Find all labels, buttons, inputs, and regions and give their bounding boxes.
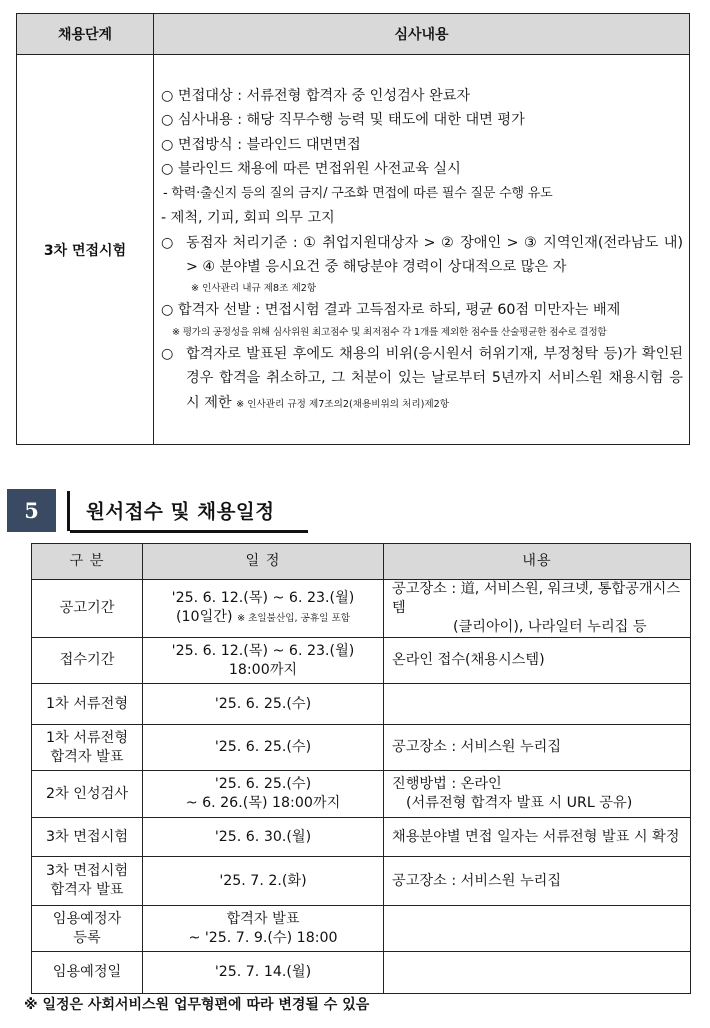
header-category: 구 분	[32, 544, 143, 580]
screening-table	[16, 13, 690, 445]
table-row: 3차 면접시험 합격자 발표 '25. 7. 2.(화) 공고장소 : 서비스원 누리집	[32, 857, 691, 906]
table-row: 1차 서류전형 '25. 6. 25.(수)	[32, 684, 691, 725]
section-number: 5	[7, 489, 56, 532]
section-underline	[70, 530, 308, 533]
section-title: 원서접수 및 채용일정	[86, 500, 275, 523]
item-interview-target: ○ 면접대상 : 서류전형 합격자 중 인성검사 완료자	[161, 88, 471, 105]
item-pass-selection: ○ 합격자 선발 : 면접시험 결과 고득점자로 하되, 평균 60점 미만자는 배제	[161, 302, 621, 319]
header-details: 내용	[384, 544, 691, 580]
note-misconduct-rule: ※ 인사관리 규정 제7조의2(채용비위의 처리)제2항	[236, 398, 450, 410]
note-hr-rule: ※ 인사관리 내규 제8조 제2항	[191, 283, 317, 295]
table-row: 1차 서류전형 합격자 발표 '25. 6. 25.(수) 공고장소 : 서비스원 누리집	[32, 725, 691, 771]
table-row: 임용예정일 '25. 7. 14.(월)	[32, 952, 691, 994]
stage-cell: 3차 면접시험	[17, 55, 154, 445]
table-row: 임용예정자 등록 합격자 발표 ~ '25. 7. 9.(수) 18:00	[32, 906, 691, 952]
content-cell	[154, 55, 690, 445]
header-stage: 채용단계	[17, 14, 154, 55]
item-blind-training: ○ 블라인드 채용에 따른 면접위원 사전교육 실시	[161, 161, 461, 178]
header-content: 심사내용	[154, 14, 690, 55]
item-sub-recusal: - 제척, 기피, 회피 의무 고지	[161, 210, 335, 227]
header-schedule: 일 정	[143, 544, 384, 580]
section-divider	[67, 491, 70, 531]
item-review-content: ○ 심사내용 : 해당 직무수행 능력 및 태도에 대한 대면 평가	[161, 112, 525, 129]
schedule-footnote: ※ 일정은 사회서비스원 업무형편에 따라 변경될 수 있음	[24, 997, 370, 1013]
table-row: 접수기간 '25. 6. 12.(목) ~ 6. 23.(월) 18:00까지 온라인 접수(채용시스템)	[32, 638, 691, 684]
schedule-table	[31, 543, 691, 994]
section-header	[7, 489, 307, 534]
table-row: 2차 인성검사 '25. 6. 25.(수) ~ 6. 26.(목) 18:00까지 진행방법 : 온라인 (서류전형 합격자 발표 시 URL 공유)	[32, 771, 691, 818]
table-row: 공고기간 '25. 6. 12.(목) ~ 6. 23.(월) (10일간) ※ 초일불산입, 공휴일 포함 공고장소 : 道, 서비스원, 워크넷, 통합공개시스템 (클리아이), 나라일터 누리집 등	[32, 580, 691, 638]
item-tie-breaker: ○ 동점자 처리기준 : ① 취업지원대상자 > ② 장애인 > ③ 지역인재(전라남도 내) > ④ 분야별 응시요건 중 해당분야 경력이 상대적으로 많은 자	[161, 234, 683, 275]
item-misconduct: ○ 합격자로 발표된 후에도 채용의 비위(응시원서 허위기재, 부정청탁 등)가 확인된 경우 합격을 취소하고, 그 처분이 있는 날로부터 5년까지 서비스원 채용시험 응시 제한 ※ 인사관리 규정 제7조의2(채용비위의 처리)제2항	[161, 345, 683, 411]
item-interview-method: ○ 면접방식 : 블라인드 대면면접	[161, 136, 361, 153]
note-scoring: ※ 평가의 공정성을 위해 심사위원 최고점수 및 최저점수 각 1개를 제외한 점수를 산술평균한 점수로 결정함	[172, 326, 607, 338]
item-sub-question-rule: - 학력·출신지 등의 질의 금지/ 구조화 면접에 따른 필수 질문 수행 유도	[163, 185, 553, 201]
table-row: 3차 면접시험 '25. 6. 30.(월) 채용분야별 면접 일자는 서류전형 발표 시 확정	[32, 818, 691, 857]
